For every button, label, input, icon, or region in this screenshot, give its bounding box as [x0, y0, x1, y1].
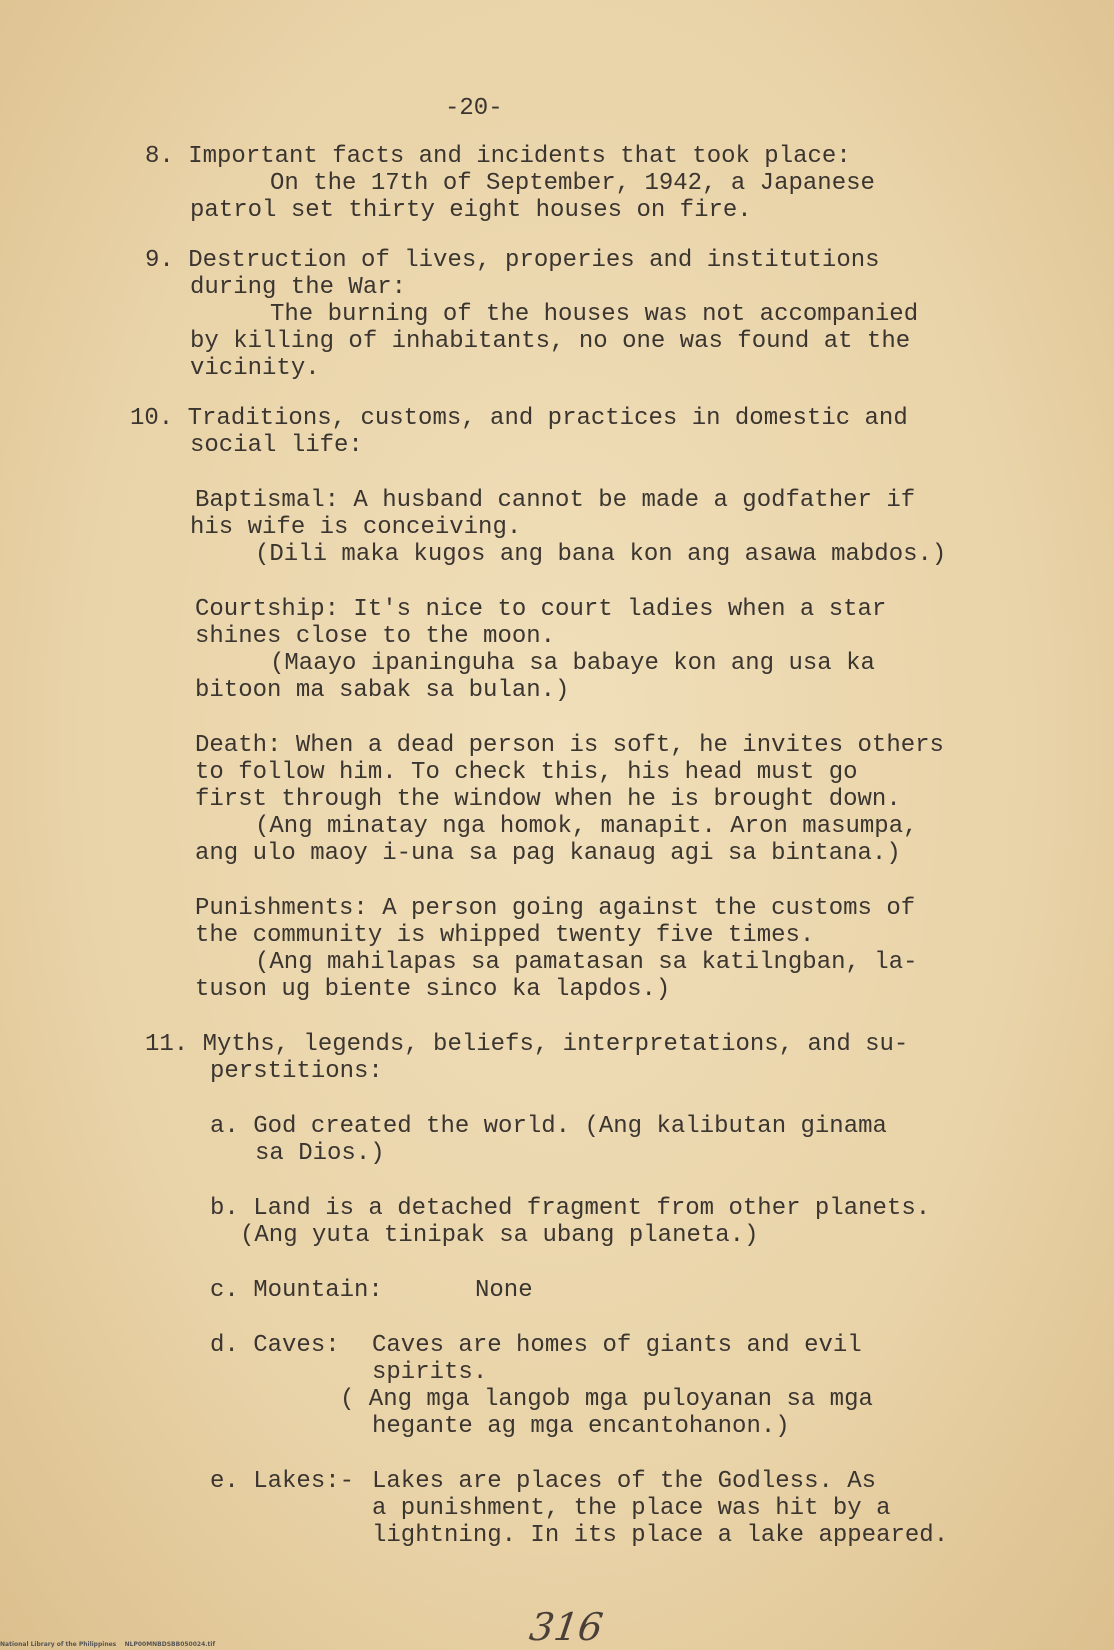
line: tuson ug biente sinco ka lapdos.) [195, 976, 671, 1003]
line: patrol set thirty eight houses on fire. [190, 197, 752, 224]
line: Caves are homes of giants and evil [372, 1332, 862, 1359]
line: (Dili maka kugos ang bana kon ang asawa mabdos.) [255, 541, 947, 568]
line: vicinity. [190, 355, 320, 382]
line: Courtship: It's nice to court ladies when a star [195, 596, 887, 623]
line: 11. Myths, legends, beliefs, interpretations, and su- [145, 1031, 909, 1058]
line: bitoon ma sabak sa bulan.) [195, 677, 570, 704]
line: (Maayo ipaninguha sa babaye kon ang usa ka [270, 650, 875, 677]
line: Punishments: A person going against the customs of [195, 895, 916, 922]
line: b. Land is a detached fragment from other planets. [210, 1195, 931, 1222]
line: a. God created the world. (Ang kalibutan ginama [210, 1113, 887, 1140]
line: ( Ang mga langob mga puloyanan sa mga [340, 1386, 873, 1413]
line: a punishment, the place was hit by a [372, 1495, 891, 1522]
line: shines close to the moon. [195, 623, 556, 650]
line: social life: [190, 432, 363, 459]
page-number: -20- [445, 95, 503, 122]
footer-caption: National Library of the Philippines NLP00MNBDSBB050024.tif [0, 1641, 216, 1648]
line: (Ang mahilapas sa pamatasan sa katilngban, la- [255, 949, 918, 976]
line: lightning. In its place a lake appeared. [372, 1522, 949, 1549]
handwritten-page-number: 316 [526, 1605, 606, 1649]
line: to follow him. To check this, his head must go [195, 759, 858, 786]
line: sa Dios.) [255, 1140, 385, 1167]
line: Baptismal: A husband cannot be made a godfather if [195, 487, 916, 514]
line: ang ulo maoy i-una sa pag kanaug agi sa bintana.) [195, 840, 901, 867]
line: (Ang minatay nga homok, manapit. Aron masumpa, [255, 813, 918, 840]
line: e. Lakes:- [210, 1468, 355, 1495]
line: perstitions: [210, 1058, 383, 1085]
line: 9. Destruction of lives, properies and institutions [145, 247, 880, 274]
line: 10. Traditions, customs, and practices in domestic and [130, 405, 908, 432]
line: (Ang yuta tinipak sa ubang planeta.) [240, 1222, 759, 1249]
line: first through the window when he is brought down. [195, 786, 901, 813]
line: Lakes are places of the Godless. As [372, 1468, 877, 1495]
line: Death: When a dead person is soft, he invites others [195, 732, 944, 759]
line: On the 17th of September, 1942, a Japanese [270, 170, 875, 197]
line: d. Caves: [210, 1332, 340, 1359]
line: by killing of inhabitants, no one was found at the [190, 328, 911, 355]
line: 8. Important facts and incidents that took place: [145, 143, 851, 170]
line: during the War: [190, 274, 407, 301]
line: the community is whipped twenty five times. [195, 922, 815, 949]
line: The burning of the houses was not accompanied [270, 301, 919, 328]
line: his wife is conceiving. [190, 514, 522, 541]
line: spirits. [372, 1359, 488, 1386]
line: hegante ag mga encantohanon.) [372, 1413, 790, 1440]
line: c. Mountain: [210, 1277, 383, 1304]
line: None [475, 1277, 533, 1304]
